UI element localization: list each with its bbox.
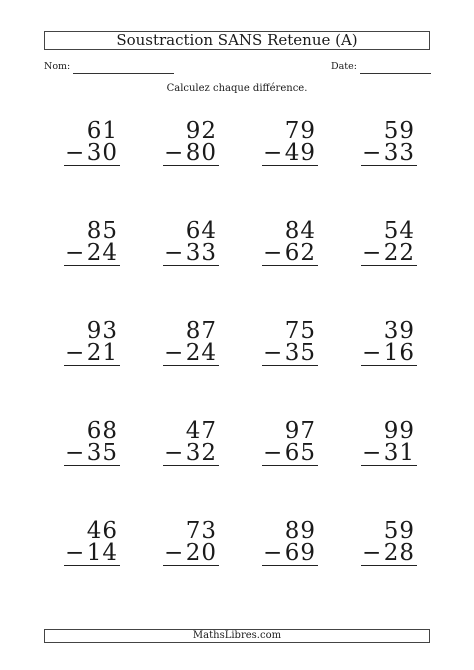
minus-sign: − bbox=[164, 240, 184, 266]
minus-sign: − bbox=[263, 340, 283, 366]
minus-sign: − bbox=[263, 240, 283, 266]
minus-sign: − bbox=[65, 240, 85, 266]
subtrahend: 20 bbox=[185, 540, 217, 566]
minuend: 84 bbox=[284, 218, 316, 244]
minus-sign: − bbox=[362, 440, 382, 466]
minuend: 73 bbox=[185, 518, 217, 544]
answer-line bbox=[64, 465, 120, 466]
instructions: Calculez chaque différence. bbox=[166, 83, 308, 94]
subtrahend: 35 bbox=[86, 440, 118, 466]
worksheet-title: Soustraction SANS Retenue (A) bbox=[44, 31, 430, 50]
minuend: 87 bbox=[185, 318, 217, 344]
subtraction-problem bbox=[355, 120, 415, 180]
subtraction-problem bbox=[256, 220, 316, 280]
subtraction-problem bbox=[58, 520, 118, 580]
minus-sign: − bbox=[362, 140, 382, 166]
minuend: 59 bbox=[383, 118, 415, 144]
subtrahend: 28 bbox=[383, 540, 415, 566]
minus-sign: − bbox=[263, 140, 283, 166]
minuend: 75 bbox=[284, 318, 316, 344]
answer-line bbox=[64, 165, 120, 166]
answer-line bbox=[262, 265, 318, 266]
minus-sign: − bbox=[362, 240, 382, 266]
subtraction-problem bbox=[157, 320, 217, 380]
answer-line bbox=[361, 365, 417, 366]
subtraction-problem bbox=[256, 520, 316, 580]
subtraction-problem bbox=[58, 420, 118, 480]
subtraction-problem bbox=[58, 220, 118, 280]
subtraction-problem bbox=[355, 420, 415, 480]
subtrahend: 30 bbox=[86, 140, 118, 166]
footer: MathsLibres.com bbox=[44, 629, 430, 643]
subtrahend: 24 bbox=[86, 240, 118, 266]
subtraction-problem bbox=[58, 120, 118, 180]
minus-sign: − bbox=[362, 540, 382, 566]
subtrahend: 16 bbox=[383, 340, 415, 366]
subtrahend: 24 bbox=[185, 340, 217, 366]
minuend: 93 bbox=[86, 318, 118, 344]
minus-sign: − bbox=[164, 340, 184, 366]
minuend: 68 bbox=[86, 418, 118, 444]
subtrahend: 35 bbox=[284, 340, 316, 366]
subtraction-problem bbox=[157, 220, 217, 280]
answer-line bbox=[361, 465, 417, 466]
minuend: 92 bbox=[185, 118, 217, 144]
subtrahend: 33 bbox=[185, 240, 217, 266]
subtrahend: 62 bbox=[284, 240, 316, 266]
minuend: 39 bbox=[383, 318, 415, 344]
answer-line bbox=[64, 365, 120, 366]
date-label: Date: bbox=[331, 61, 357, 72]
subtrahend: 69 bbox=[284, 540, 316, 566]
name-label: Nom: bbox=[44, 61, 71, 72]
minus-sign: − bbox=[65, 540, 85, 566]
subtraction-problem bbox=[256, 320, 316, 380]
minus-sign: − bbox=[263, 540, 283, 566]
subtrahend: 65 bbox=[284, 440, 316, 466]
minuend: 47 bbox=[185, 418, 217, 444]
answer-line bbox=[361, 265, 417, 266]
minus-sign: − bbox=[65, 340, 85, 366]
answer-line bbox=[262, 565, 318, 566]
subtraction-problem bbox=[157, 120, 217, 180]
subtraction-problem bbox=[256, 120, 316, 180]
subtrahend: 49 bbox=[284, 140, 316, 166]
minuend: 59 bbox=[383, 518, 415, 544]
minuend: 54 bbox=[383, 218, 415, 244]
subtraction-problem bbox=[355, 320, 415, 380]
subtraction-problem bbox=[157, 420, 217, 480]
subtrahend: 31 bbox=[383, 440, 415, 466]
subtrahend: 33 bbox=[383, 140, 415, 166]
answer-line bbox=[64, 265, 120, 266]
subtraction-problem bbox=[256, 420, 316, 480]
answer-line bbox=[163, 465, 219, 466]
minuend: 79 bbox=[284, 118, 316, 144]
answer-line bbox=[163, 565, 219, 566]
answer-line bbox=[163, 265, 219, 266]
subtrahend: 32 bbox=[185, 440, 217, 466]
minus-sign: − bbox=[164, 540, 184, 566]
minuend: 99 bbox=[383, 418, 415, 444]
answer-line bbox=[262, 465, 318, 466]
subtrahend: 14 bbox=[86, 540, 118, 566]
answer-line bbox=[361, 565, 417, 566]
minuend: 64 bbox=[185, 218, 217, 244]
subtraction-problem bbox=[157, 520, 217, 580]
minus-sign: − bbox=[65, 140, 85, 166]
subtraction-problem bbox=[355, 520, 415, 580]
answer-line bbox=[262, 165, 318, 166]
minuend: 85 bbox=[86, 218, 118, 244]
minus-sign: − bbox=[164, 140, 184, 166]
subtrahend: 80 bbox=[185, 140, 217, 166]
subtraction-problem bbox=[355, 220, 415, 280]
subtrahend: 22 bbox=[383, 240, 415, 266]
minus-sign: − bbox=[164, 440, 184, 466]
minuend: 89 bbox=[284, 518, 316, 544]
answer-line bbox=[64, 565, 120, 566]
answer-line bbox=[262, 365, 318, 366]
minus-sign: − bbox=[65, 440, 85, 466]
subtrahend: 21 bbox=[86, 340, 118, 366]
minus-sign: − bbox=[362, 340, 382, 366]
minuend: 46 bbox=[86, 518, 118, 544]
answer-line bbox=[163, 365, 219, 366]
minus-sign: − bbox=[263, 440, 283, 466]
subtraction-problem bbox=[58, 320, 118, 380]
minuend: 97 bbox=[284, 418, 316, 444]
minuend: 61 bbox=[86, 118, 118, 144]
answer-line bbox=[163, 165, 219, 166]
answer-line bbox=[361, 165, 417, 166]
